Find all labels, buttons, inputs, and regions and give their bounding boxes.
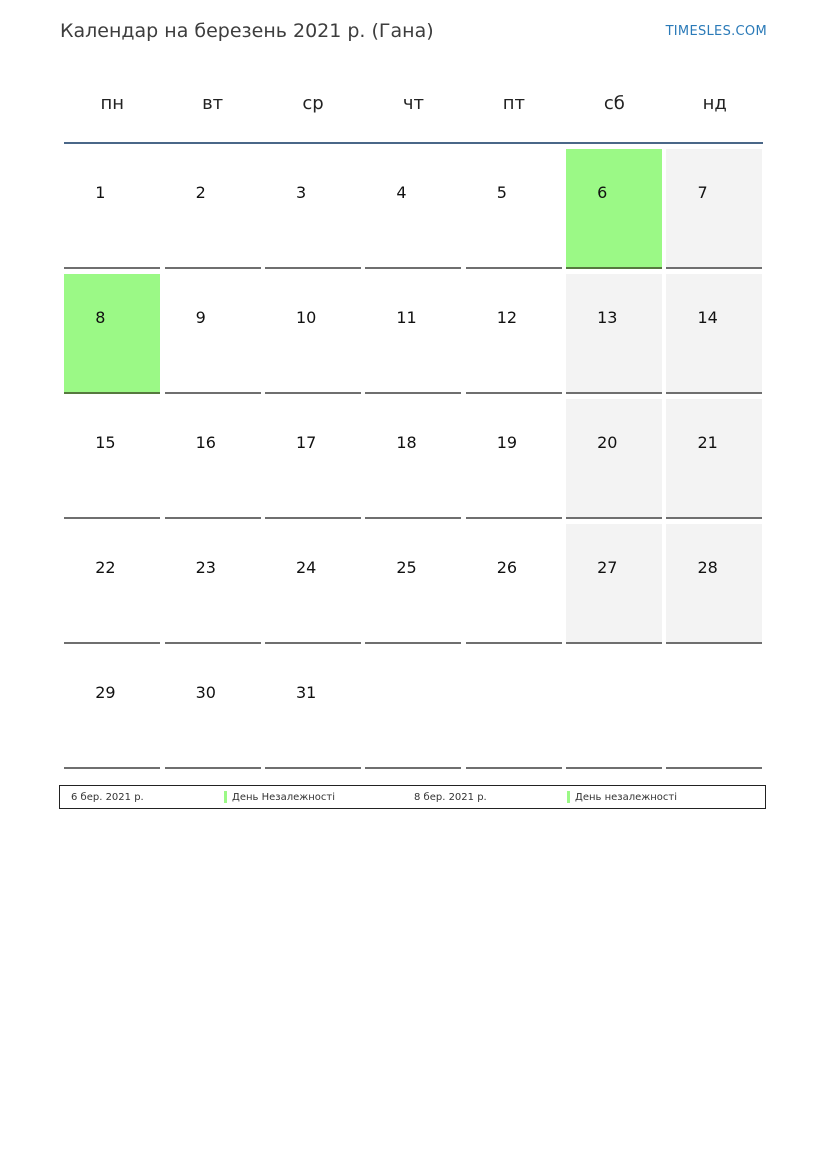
day-number: 25	[396, 558, 417, 577]
day-cell-empty	[365, 649, 461, 769]
day-number: 18	[396, 433, 417, 452]
day-number: 21	[697, 433, 718, 452]
day-cell[interactable]	[365, 149, 461, 269]
weekday-label: нд	[702, 93, 727, 114]
day-number: 26	[496, 558, 518, 577]
day-cell[interactable]	[165, 274, 261, 394]
weekday-label: вт	[202, 93, 224, 114]
day-number: 31	[295, 683, 317, 702]
day-cell[interactable]	[265, 149, 361, 269]
day-number: 22	[95, 558, 116, 577]
day-cell[interactable]	[265, 274, 361, 394]
weekday-label: чт	[402, 93, 425, 114]
day-cell-weekend[interactable]	[566, 524, 662, 644]
day-number: 14	[697, 308, 718, 327]
day-number: 16	[195, 433, 216, 452]
brand-link[interactable]: TIMESLES.COM	[665, 24, 767, 39]
day-cell[interactable]	[165, 524, 261, 644]
holiday-legend	[59, 785, 766, 809]
legend-holiday-name: День Незалежності	[232, 792, 336, 803]
day-cell-holiday[interactable]	[566, 149, 662, 269]
day-cell[interactable]	[64, 149, 160, 269]
weekday-label: пт	[502, 93, 526, 114]
day-number: 2	[195, 183, 206, 202]
day-number: 15	[95, 433, 116, 452]
weekday-header	[62, 80, 765, 130]
day-number: 30	[195, 683, 216, 702]
day-number: 5	[496, 183, 507, 202]
day-number: 19	[496, 433, 518, 452]
day-number: 20	[597, 433, 618, 452]
day-number: 28	[697, 558, 718, 577]
weekday-label: ср	[302, 93, 324, 114]
day-cell[interactable]	[165, 399, 261, 519]
day-cell-holiday[interactable]	[64, 274, 160, 394]
day-number: 12	[496, 308, 518, 327]
day-cell[interactable]	[265, 649, 361, 769]
day-cell[interactable]	[165, 649, 261, 769]
day-cell-weekend[interactable]	[566, 399, 662, 519]
calendar-week-row	[62, 397, 765, 522]
day-cell[interactable]	[365, 524, 461, 644]
holiday-color-marker	[567, 791, 570, 803]
legend-date: 8 бер. 2021 р.	[414, 792, 487, 803]
calendar-week-row	[62, 647, 765, 772]
weekday-label: сб	[603, 93, 625, 114]
day-number: 8	[95, 308, 106, 327]
legend-holiday-name: День незалежності	[575, 792, 678, 803]
day-cell[interactable]	[64, 399, 160, 519]
day-cell-weekend[interactable]	[666, 274, 762, 394]
day-number: 4	[396, 183, 407, 202]
calendar-week-row	[62, 522, 765, 647]
day-number: 24	[295, 558, 317, 577]
weekday-label: пн	[100, 93, 124, 114]
day-number: 9	[195, 308, 206, 327]
day-cell-weekend[interactable]	[666, 524, 762, 644]
day-number: 29	[95, 683, 116, 702]
calendar-grid	[62, 80, 765, 702]
day-cell[interactable]	[165, 149, 261, 269]
day-cell[interactable]	[265, 399, 361, 519]
day-cell[interactable]	[64, 649, 160, 769]
holiday-color-marker	[224, 791, 227, 803]
day-number: 13	[597, 308, 618, 327]
day-cell[interactable]	[466, 274, 562, 394]
day-number: 6	[597, 183, 608, 202]
legend-date: 6 бер. 2021 р.	[71, 792, 144, 803]
day-cell-weekend[interactable]	[666, 149, 762, 269]
day-cell[interactable]	[466, 399, 562, 519]
day-number: 1	[95, 183, 106, 202]
day-cell[interactable]	[365, 274, 461, 394]
weeks-container	[62, 147, 765, 772]
day-number: 23	[195, 558, 216, 577]
day-number: 10	[295, 308, 317, 327]
day-cell[interactable]	[466, 149, 562, 269]
day-cell[interactable]	[466, 524, 562, 644]
day-number: 27	[597, 558, 618, 577]
day-cell-empty	[666, 649, 762, 769]
calendar-week-row	[62, 272, 765, 397]
day-cell[interactable]	[64, 524, 160, 644]
page-title: Календар на березень 2021 р. (Гана)	[60, 20, 434, 42]
header-divider	[64, 142, 763, 144]
day-number: 11	[396, 308, 417, 327]
day-cell[interactable]	[265, 524, 361, 644]
day-cell-weekend[interactable]	[666, 399, 762, 519]
day-number: 17	[295, 433, 317, 452]
day-cell-empty	[566, 649, 662, 769]
day-number: 7	[697, 183, 708, 202]
day-number: 3	[295, 183, 307, 202]
day-cell-weekend[interactable]	[566, 274, 662, 394]
calendar-week-row	[62, 147, 765, 272]
day-cell-empty	[466, 649, 562, 769]
day-cell[interactable]	[365, 399, 461, 519]
